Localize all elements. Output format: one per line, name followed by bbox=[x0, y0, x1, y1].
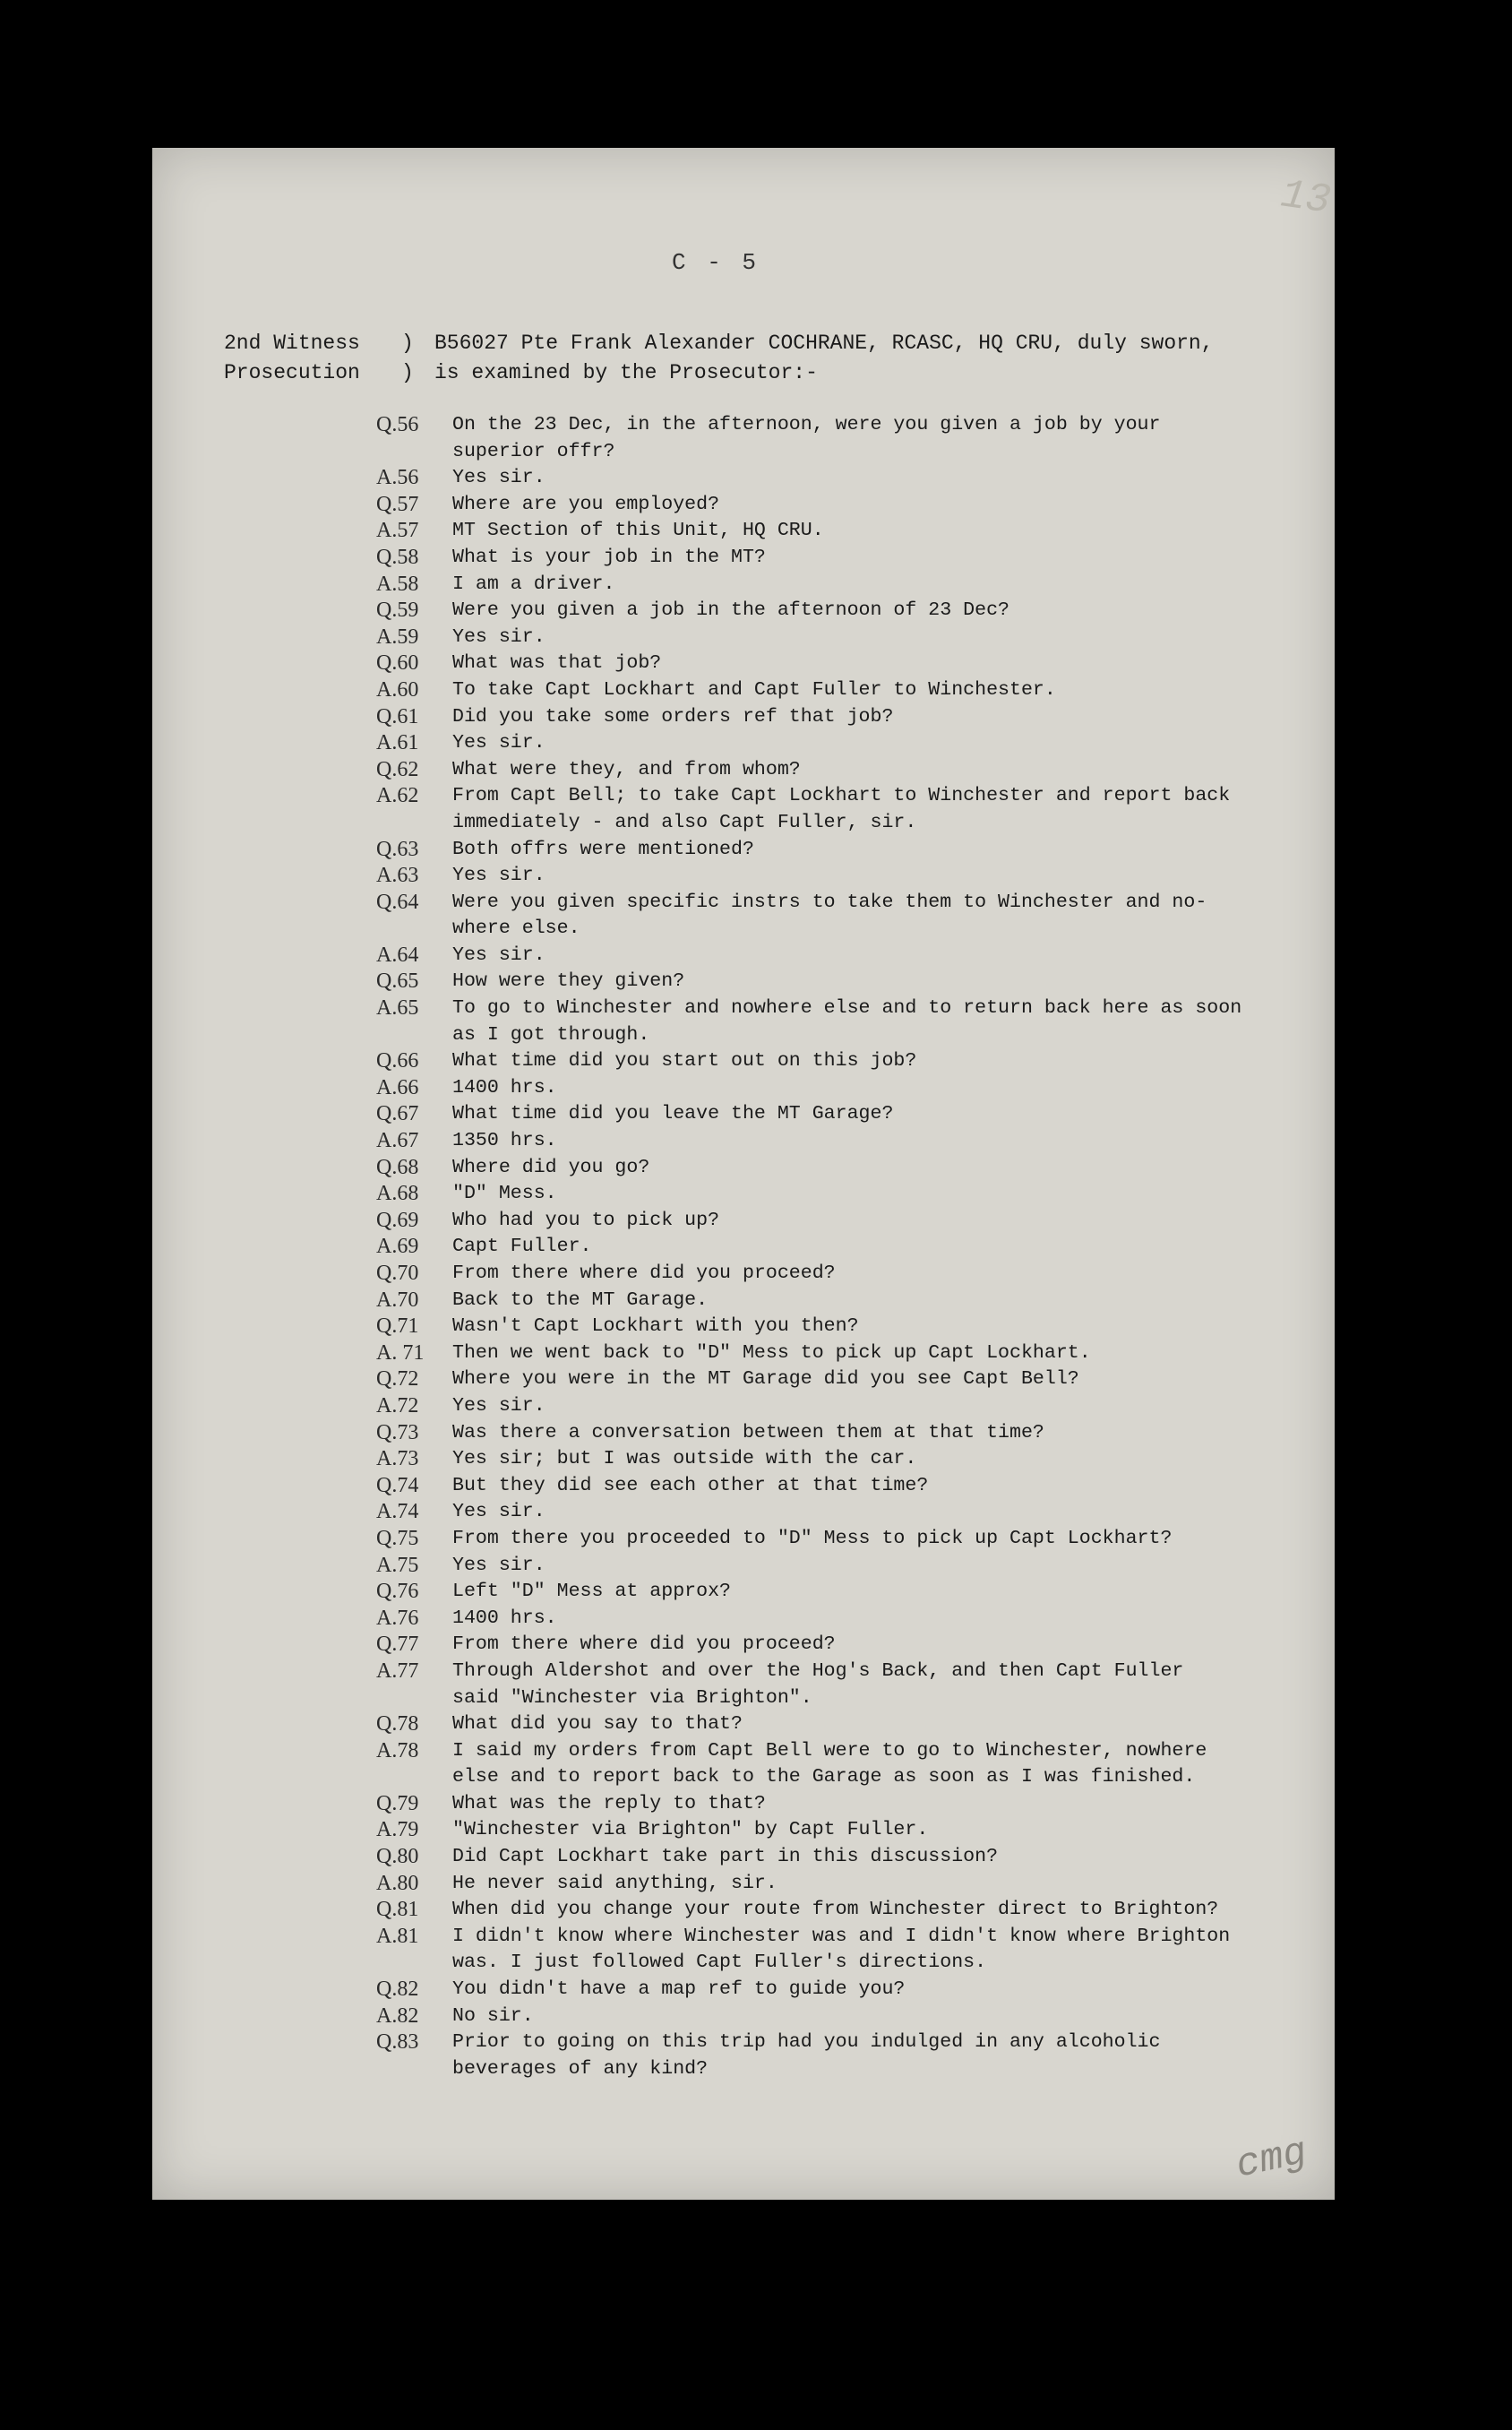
qa-label: A.59 bbox=[376, 625, 419, 649]
question-row bbox=[376, 837, 1326, 864]
qa-label: Q.83 bbox=[376, 2030, 419, 2055]
qa-text: Left "D" Mess at approx? bbox=[452, 1581, 732, 1603]
question-row bbox=[376, 1977, 1326, 2003]
qa-text: Were you given a job in the afternoon of 23 Dec? bbox=[452, 599, 1010, 622]
qa-text: When did you change your route from Winchester direct to Brighton? bbox=[452, 1899, 1219, 1921]
qa-text: Yes sir. bbox=[452, 1394, 546, 1417]
witness-identity: B56027 Pte Frank Alexander COCHRANE, RCASC, HQ CRU, duly sworn, bbox=[434, 332, 1214, 355]
qa-label: A.73 bbox=[376, 1447, 419, 1471]
answer-row bbox=[376, 1446, 1326, 1473]
qa-label: A.58 bbox=[376, 572, 419, 596]
question-row bbox=[376, 1048, 1326, 1075]
qa-text: What were they, and from whom? bbox=[452, 758, 801, 780]
qa-text: Did you take some orders ref that job? bbox=[452, 705, 894, 728]
qa-text: 1350 hrs. bbox=[452, 1130, 557, 1152]
qa-label: Q.57 bbox=[376, 492, 419, 516]
answer-row bbox=[376, 518, 1326, 545]
qa-label: Q.65 bbox=[376, 969, 419, 994]
caption-bracket: ) bbox=[401, 332, 414, 355]
answer-row bbox=[376, 677, 1326, 704]
question-row bbox=[376, 1101, 1326, 1128]
qa-text: From there you proceeded to "D" Mess to pick up Capt Lockhart? bbox=[452, 1527, 1173, 1549]
qa-text: What was that job? bbox=[452, 652, 662, 675]
qa-label: Q.71 bbox=[376, 1314, 419, 1339]
question-row bbox=[376, 1314, 1326, 1340]
qa-label: A.81 bbox=[376, 1924, 419, 1948]
qa-label: A.68 bbox=[376, 1182, 419, 1206]
qa-label: A.69 bbox=[376, 1235, 419, 1259]
answer-row bbox=[376, 465, 1326, 492]
qa-label: A.75 bbox=[376, 1553, 419, 1577]
qa-label: Q.66 bbox=[376, 1049, 419, 1073]
qa-label: A.70 bbox=[376, 1288, 419, 1312]
question-row bbox=[376, 598, 1326, 625]
question-row bbox=[376, 969, 1326, 995]
qa-label: A.65 bbox=[376, 996, 419, 1021]
qa-label: Q.73 bbox=[376, 1420, 419, 1444]
qa-label: Q.81 bbox=[376, 1898, 419, 1922]
question-row bbox=[376, 412, 1326, 465]
qa-text: 1400 hrs. bbox=[452, 1607, 557, 1629]
qa-label: Q.77 bbox=[376, 1633, 419, 1657]
witness-ordinal: 2nd Witness bbox=[224, 332, 360, 355]
question-row bbox=[376, 757, 1326, 784]
qa-label: A.62 bbox=[376, 784, 419, 808]
qa-text: From there where did you proceed? bbox=[452, 1633, 836, 1656]
qa-label: Q.60 bbox=[376, 651, 419, 676]
qa-label: Q.82 bbox=[376, 1978, 419, 2002]
qa-text: He never said anything, sir. bbox=[452, 1872, 777, 1894]
qa-text: What did you say to that? bbox=[452, 1713, 743, 1736]
qa-label: Q.72 bbox=[376, 1367, 419, 1392]
qa-label: A.80 bbox=[376, 1871, 419, 1895]
qa-text: Then we went back to "D" Mess to pick up Capt Lockhart. bbox=[452, 1341, 1091, 1364]
question-row bbox=[376, 1711, 1326, 1738]
qa-text: I said my orders from Capt Bell were to go to Winchester, nowhere else and to report back to the Garage as soon as I was finished. bbox=[452, 1739, 1207, 1788]
qa-text: Yes sir. bbox=[452, 625, 546, 648]
qa-text: Yes sir. bbox=[452, 732, 546, 754]
qa-text: To go to Winchester and nowhere else and to return back here as soon as I got through. bbox=[452, 997, 1242, 1046]
qa-label: Q.80 bbox=[376, 1845, 419, 1869]
answer-row bbox=[376, 1128, 1326, 1155]
answer-row bbox=[376, 1234, 1326, 1261]
answer-row bbox=[376, 625, 1326, 651]
answer-row bbox=[376, 1181, 1326, 1208]
question-row bbox=[376, 1420, 1326, 1447]
qa-text: Did Capt Lockhart take part in this discussion? bbox=[452, 1846, 999, 1868]
qa-label: Q.58 bbox=[376, 545, 419, 569]
qa-label: A.63 bbox=[376, 864, 419, 888]
qa-label: Q.61 bbox=[376, 704, 419, 728]
handwritten-initials: cmg bbox=[1232, 2130, 1311, 2189]
qa-label: A.74 bbox=[376, 1500, 419, 1524]
question-row bbox=[376, 651, 1326, 677]
qa-text: Prior to going on this trip had you indulged in any alcoholic beverages of any kind? bbox=[452, 2031, 1161, 2080]
qa-label: Q.59 bbox=[376, 599, 419, 623]
qa-label: A.79 bbox=[376, 1818, 419, 1842]
qa-label: Q.63 bbox=[376, 837, 419, 861]
answer-row bbox=[376, 863, 1326, 890]
qa-label: A.78 bbox=[376, 1738, 419, 1762]
page-number: C - 5 bbox=[672, 249, 760, 276]
question-row bbox=[376, 1261, 1326, 1288]
qa-text: Yes sir; but I was outside with the car. bbox=[452, 1448, 917, 1470]
qa-label: A. 71 bbox=[376, 1340, 425, 1365]
qa-text: But they did see each other at that time? bbox=[452, 1474, 929, 1496]
question-row bbox=[376, 1473, 1326, 1500]
qa-text: Back to the MT Garage. bbox=[452, 1288, 709, 1311]
qa-label: Q.76 bbox=[376, 1580, 419, 1604]
question-row bbox=[376, 1366, 1326, 1393]
qa-label: Q.78 bbox=[376, 1712, 419, 1736]
qa-label: Q.69 bbox=[376, 1208, 419, 1232]
qa-label: A.77 bbox=[376, 1659, 419, 1683]
qa-text: Yes sir. bbox=[452, 944, 546, 966]
caption-bracket: ) bbox=[401, 361, 414, 384]
answer-row bbox=[376, 1924, 1326, 1977]
question-row bbox=[376, 545, 1326, 572]
qa-label: A.67 bbox=[376, 1129, 419, 1153]
qa-label: Q.70 bbox=[376, 1262, 419, 1285]
qa-text: I am a driver. bbox=[452, 573, 615, 595]
answer-row bbox=[376, 1606, 1326, 1633]
question-answer-list bbox=[376, 412, 1326, 2082]
qa-text: I didn't know where Winchester was and I didn't know where Brighton was. I just followed Capt Fuller's directions. bbox=[452, 1925, 1231, 1974]
qa-text: "D" Mess. bbox=[452, 1183, 557, 1205]
answer-row bbox=[376, 1871, 1326, 1898]
qa-text: From there where did you proceed? bbox=[452, 1262, 836, 1284]
answer-row bbox=[376, 1075, 1326, 1102]
answer-row bbox=[376, 730, 1326, 757]
handwritten-folio-number: 13 bbox=[1277, 171, 1334, 225]
answer-row bbox=[376, 1659, 1326, 1711]
witness-side: Prosecution bbox=[224, 361, 360, 384]
question-row bbox=[376, 1155, 1326, 1182]
qa-text: Where you were in the MT Garage did you see Capt Bell? bbox=[452, 1368, 1079, 1391]
document-page bbox=[152, 148, 1335, 2200]
qa-text: What time did you leave the MT Garage? bbox=[452, 1103, 894, 1125]
question-row bbox=[376, 890, 1326, 943]
qa-label: A.66 bbox=[376, 1075, 419, 1099]
qa-label: Q.67 bbox=[376, 1102, 419, 1126]
answer-row bbox=[376, 1553, 1326, 1580]
qa-text: From Capt Bell; to take Capt Lockhart to Winchester and report back immediately - and also Capt Fuller, sir. bbox=[452, 785, 1231, 833]
question-row bbox=[376, 1791, 1326, 1818]
caption-line-1 bbox=[224, 332, 1335, 361]
qa-text: "Winchester via Brighton" by Capt Fuller. bbox=[452, 1819, 929, 1841]
qa-text: To take Capt Lockhart and Capt Fuller to Winchester. bbox=[452, 678, 1056, 701]
qa-text: How were they given? bbox=[452, 970, 685, 993]
answer-row bbox=[376, 572, 1326, 599]
question-row bbox=[376, 1632, 1326, 1659]
question-row bbox=[376, 1844, 1326, 1871]
examination-note: is examined by the Prosecutor:- bbox=[434, 361, 818, 384]
answer-row bbox=[376, 943, 1326, 969]
witness-caption bbox=[224, 332, 1335, 391]
qa-text: 1400 hrs. bbox=[452, 1076, 557, 1099]
qa-text: Yes sir. bbox=[452, 1501, 546, 1523]
qa-label: A.56 bbox=[376, 466, 419, 490]
answer-row bbox=[376, 1817, 1326, 1844]
qa-text: No sir. bbox=[452, 2004, 534, 2027]
qa-text: Both offrs were mentioned? bbox=[452, 838, 754, 860]
qa-text: Where are you employed? bbox=[452, 493, 720, 515]
question-row bbox=[376, 2029, 1326, 2082]
qa-text: On the 23 Dec, in the afternoon, were you given a job by your superior offr? bbox=[452, 414, 1161, 462]
question-row bbox=[376, 1897, 1326, 1924]
question-row bbox=[376, 1526, 1326, 1553]
qa-text: You didn't have a map ref to guide you? bbox=[452, 1978, 906, 2001]
qa-text: Yes sir. bbox=[452, 467, 546, 489]
qa-text: Who had you to pick up? bbox=[452, 1209, 720, 1231]
qa-text: MT Section of this Unit, HQ CRU. bbox=[452, 520, 824, 542]
qa-text: Capt Fuller. bbox=[452, 1236, 592, 1258]
answer-row bbox=[376, 995, 1326, 1048]
qa-label: A.60 bbox=[376, 677, 419, 702]
qa-text: Wasn't Capt Lockhart with you then? bbox=[452, 1315, 859, 1338]
qa-label: A.57 bbox=[376, 519, 419, 543]
qa-label: A.82 bbox=[376, 2003, 419, 2028]
qa-text: What was the reply to that? bbox=[452, 1792, 766, 1814]
answer-row bbox=[376, 1499, 1326, 1526]
question-row bbox=[376, 704, 1326, 731]
qa-text: Yes sir. bbox=[452, 1554, 546, 1576]
qa-label: Q.74 bbox=[376, 1473, 419, 1497]
qa-text: Were you given specific instrs to take them to Winchester and no- where else. bbox=[452, 891, 1207, 940]
answer-row bbox=[376, 783, 1326, 836]
answer-row bbox=[376, 1393, 1326, 1420]
answer-row bbox=[376, 2003, 1326, 2030]
question-row bbox=[376, 492, 1326, 519]
qa-label: Q.75 bbox=[376, 1526, 419, 1550]
qa-label: A.76 bbox=[376, 1606, 419, 1630]
qa-text: What time did you start out on this job? bbox=[452, 1050, 917, 1073]
answer-row bbox=[376, 1738, 1326, 1791]
qa-text: Was there a conversation between them at that time? bbox=[452, 1421, 1044, 1443]
question-row bbox=[376, 1208, 1326, 1235]
answer-row bbox=[376, 1288, 1326, 1314]
qa-text: What is your job in the MT? bbox=[452, 546, 766, 568]
qa-text: Yes sir. bbox=[452, 865, 546, 887]
qa-label: A.64 bbox=[376, 943, 419, 967]
qa-text: Through Aldershot and over the Hog's Back, and then Capt Fuller said "Winchester via Brighton". bbox=[452, 1659, 1184, 1709]
qa-label: Q.62 bbox=[376, 757, 419, 781]
qa-label: A.61 bbox=[376, 731, 419, 755]
qa-label: Q.79 bbox=[376, 1791, 419, 1815]
qa-label: Q.68 bbox=[376, 1155, 419, 1179]
qa-label: A.72 bbox=[376, 1393, 419, 1418]
answer-row bbox=[376, 1340, 1326, 1367]
qa-text: Where did you go? bbox=[452, 1156, 650, 1178]
question-row bbox=[376, 1579, 1326, 1606]
caption-line-2 bbox=[224, 361, 1335, 391]
qa-label: Q.56 bbox=[376, 413, 419, 436]
qa-label: Q.64 bbox=[376, 890, 419, 914]
